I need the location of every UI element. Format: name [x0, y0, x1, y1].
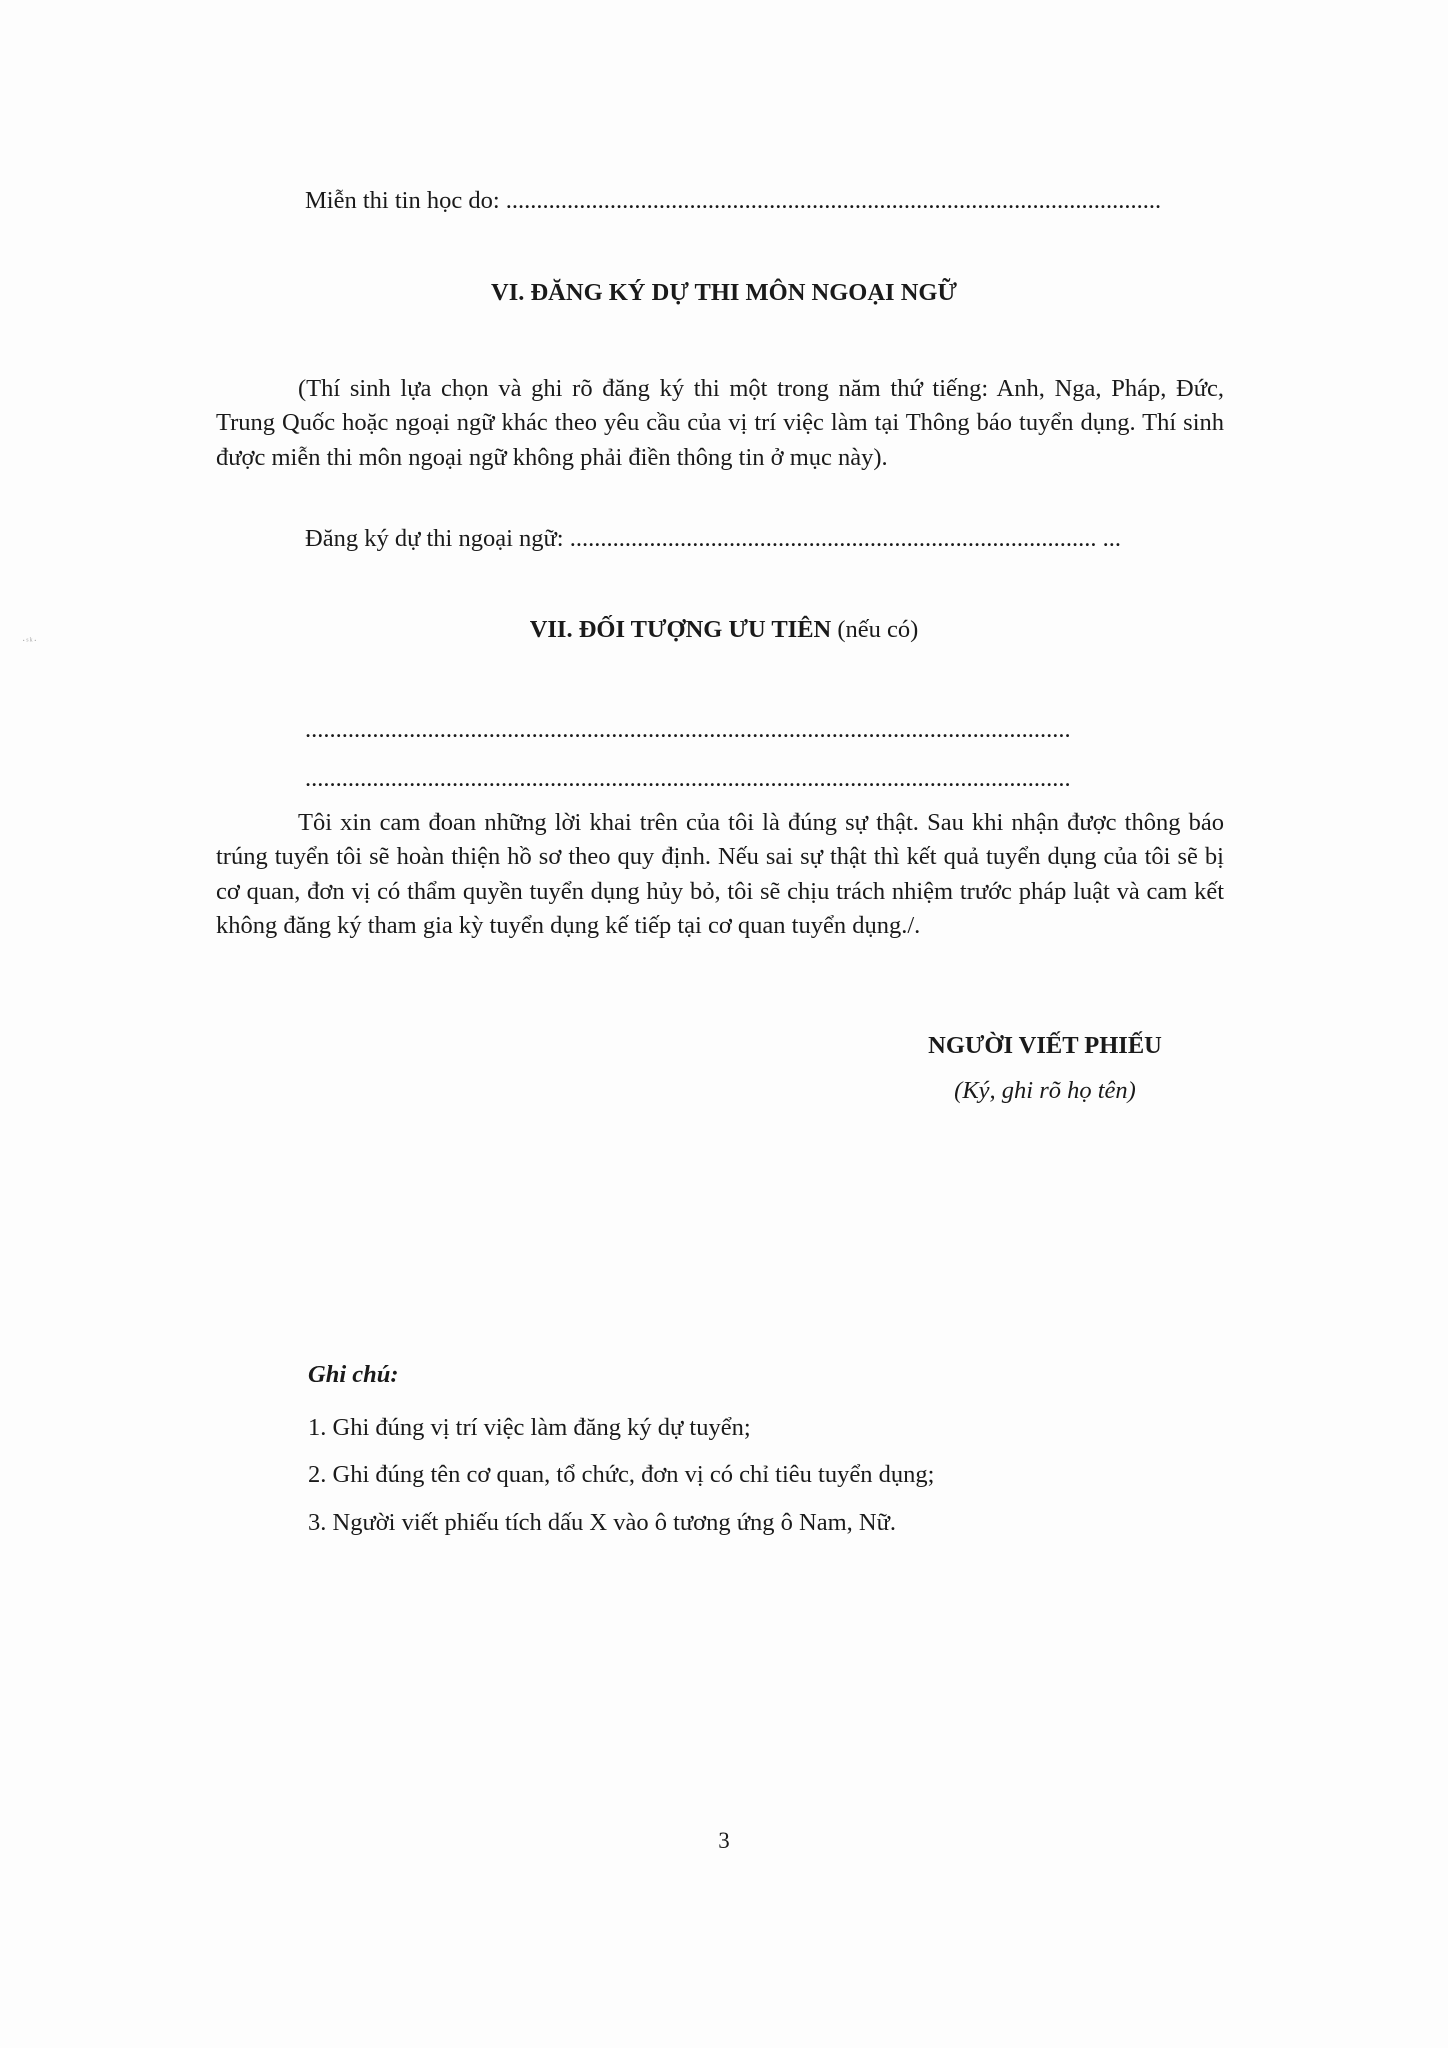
exempt-it-row: [305, 184, 1161, 218]
priority-dots-line-1: .............................................................................................................................: [305, 716, 1071, 743]
section-6-instruction-block: [216, 372, 1224, 475]
signature-instruction: (Ký, ghi rõ họ tên): [954, 1077, 1136, 1104]
declaration-text: Tôi xin cam đoan những lời khai trên của tôi là đúng sự thật. Sau khi nhận được thông báo trúng tuyển tôi sẽ hoàn thiện hồ sơ theo quy định. Nếu sai sự thật thì kết quả tuyển dụng của tôi sẽ bị cơ quan, đơn vị có thẩm quyền tuyển dụng hủy bỏ, tôi sẽ chịu trách nhiệm trước pháp luật và cam kết không đăng ký tham gia kỳ tuyển dụng kế tiếp tại cơ quan tuyển dụng./.: [216, 809, 1224, 939]
language-register-dots: ...................................................................................... ...: [569, 525, 1121, 552]
section-7-title-main: VII. ĐỐI TƯỢNG ƯU TIÊN: [529, 616, 832, 643]
section-6-instruction: (Thí sinh lựa chọn và ghi rõ đăng ký thi một trong năm thứ tiếng: Anh, Nga, Pháp, Đức, Trung Quốc hoặc ngoại ngữ khác theo yêu cầu của vị trí việc làm tại Thông báo tuyển dụng. Thí sinh được miễn thi môn ngoại ngữ không phải điền thông tin ở mục này).: [216, 375, 1224, 471]
note-item: 3. Người viết phiếu tích dấu X vào ô tương ứng ô Nam, Nữ.: [308, 1509, 896, 1536]
declaration-block: [216, 806, 1224, 943]
section-6-title: VI. ĐĂNG KÝ DỰ THI MÔN NGOẠI NGỮ: [491, 279, 957, 306]
note-item: 2. Ghi đúng tên cơ quan, tổ chức, đơn vị có chỉ tiêu tuyển dụng;: [308, 1461, 935, 1488]
exempt-it-dots: ...........................................................................................................: [505, 187, 1162, 214]
signature-title: NGƯỜI VIẾT PHIẾU: [928, 1032, 1162, 1059]
note-item: 1. Ghi đúng vị trí việc làm đăng ký dự tuyển;: [308, 1414, 751, 1441]
language-register-label: Đăng ký dự thi ngoại ngữ:: [305, 525, 564, 552]
priority-dots-line-2: .............................................................................................................................: [305, 765, 1071, 792]
exempt-it-label: Miễn thi tin học do:: [305, 187, 500, 214]
section-7-title-note: (nếu có): [837, 616, 919, 643]
scan-speck: ·ˢᵏ·: [22, 636, 38, 647]
notes-title: Ghi chú:: [308, 1361, 399, 1388]
section-7-title: [0, 613, 1448, 647]
page-number: 3: [718, 1828, 730, 1853]
language-register-row: [305, 522, 1121, 556]
